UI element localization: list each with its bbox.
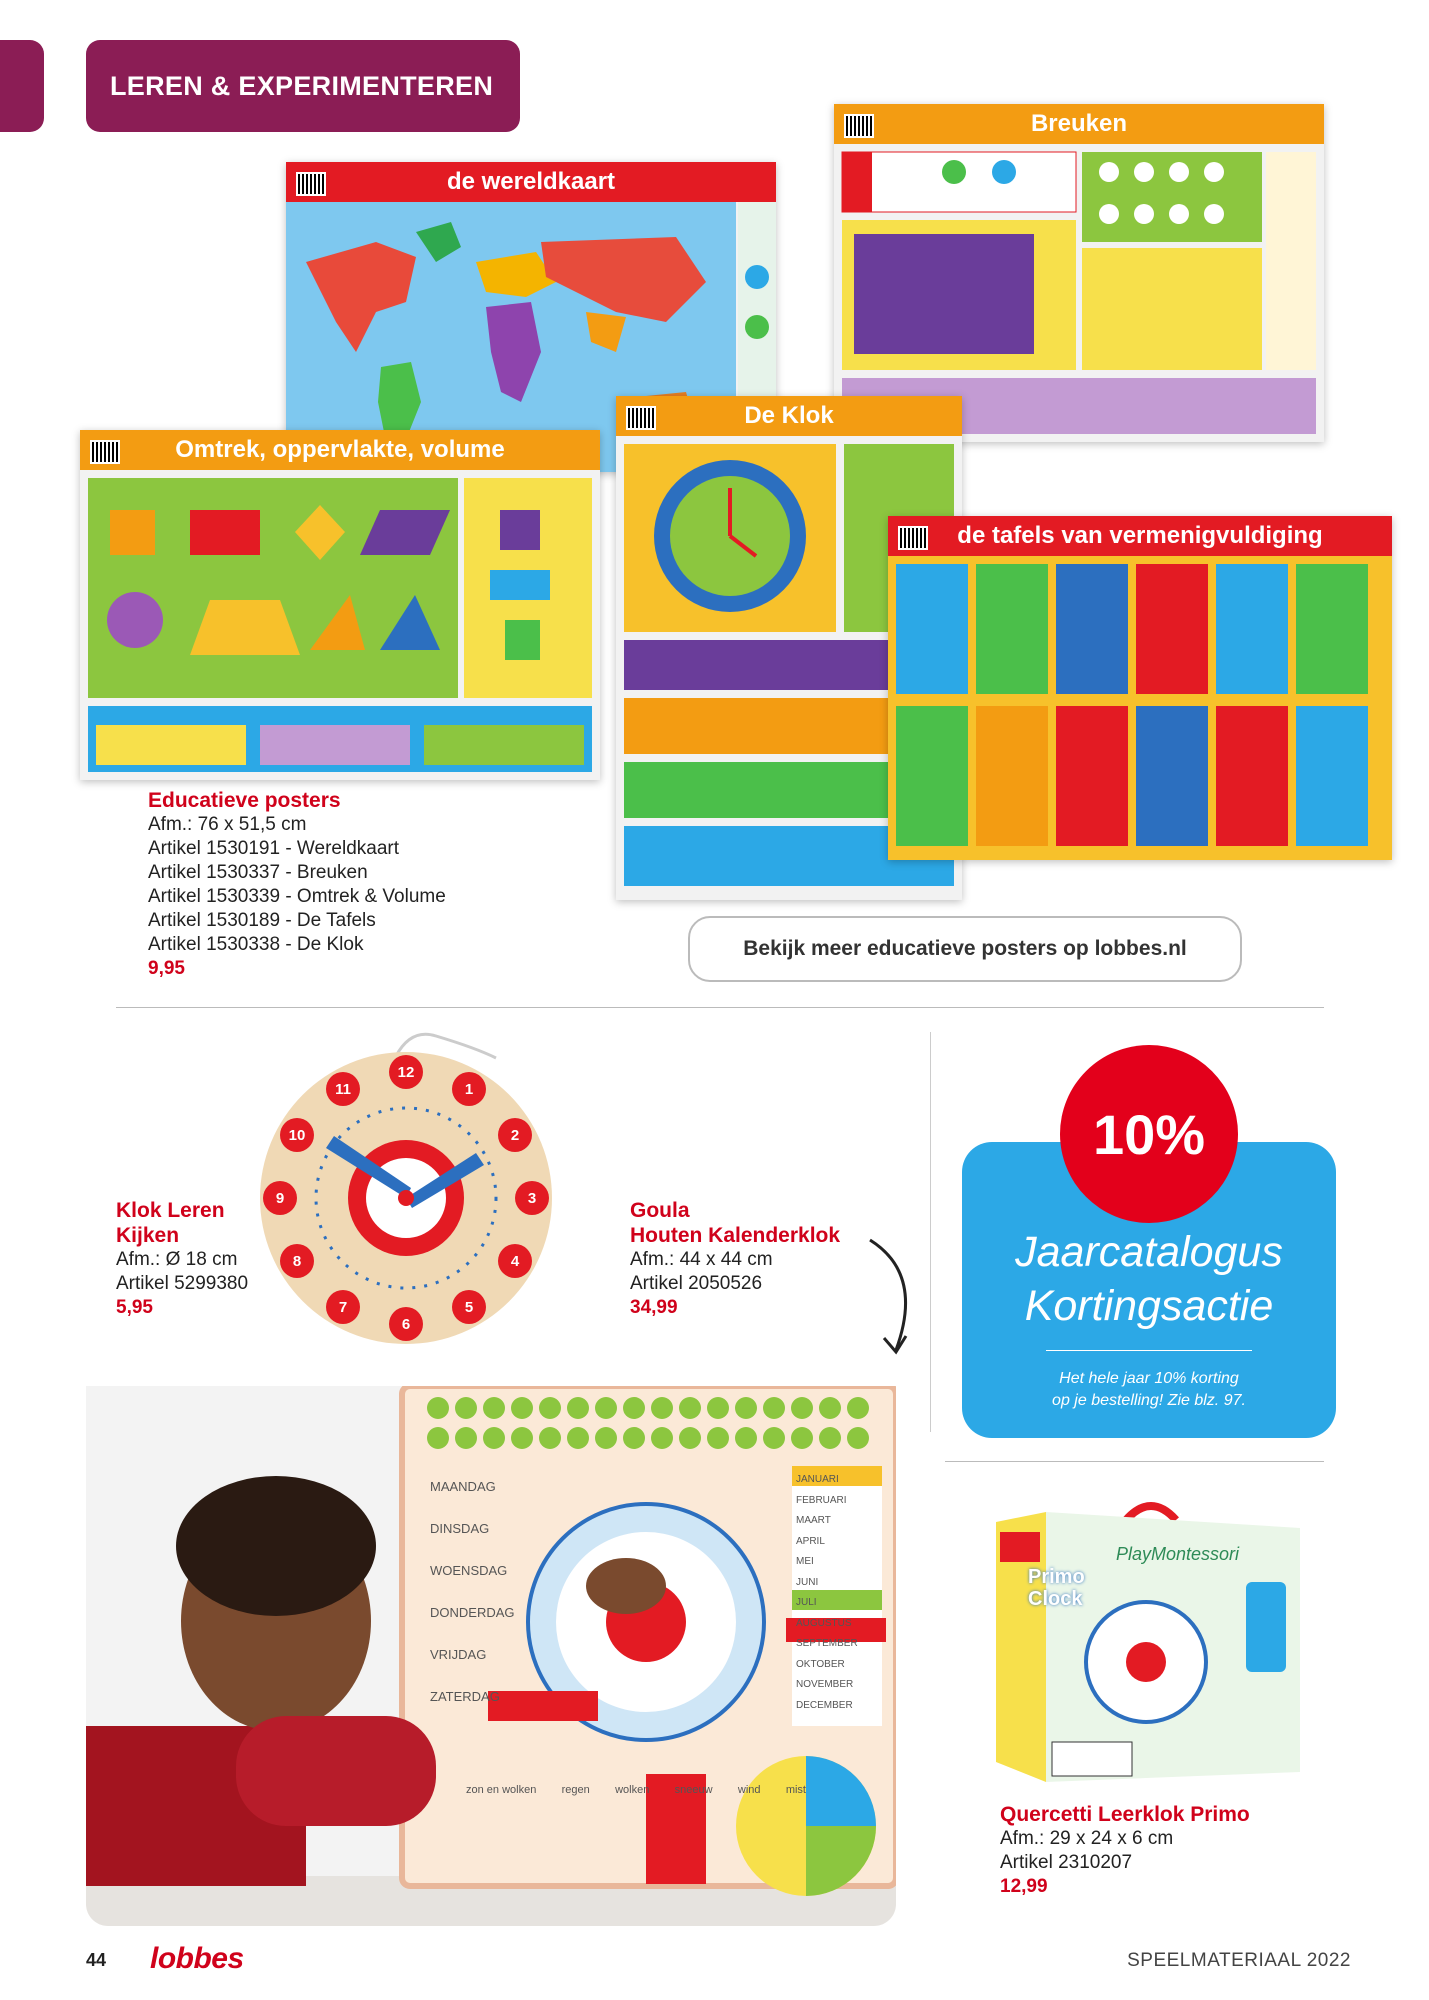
section-tab-marker xyxy=(0,40,44,132)
svg-text:7: 7 xyxy=(338,1299,348,1316)
day-dot xyxy=(679,1427,701,1449)
svg-text:8: 8 xyxy=(292,1253,302,1270)
product-price: 12,99 xyxy=(1000,1876,1048,1897)
day-dot xyxy=(819,1427,841,1449)
svg-text:1: 1 xyxy=(464,1081,474,1098)
day-dot xyxy=(623,1427,645,1449)
day-dot xyxy=(763,1427,785,1449)
product-article: Artikel 1530191 - Wereldkaart xyxy=(148,838,399,859)
day-dot xyxy=(595,1427,617,1449)
svg-text:5: 5 xyxy=(464,1299,474,1316)
box-brand: PlayMontessori xyxy=(1116,1544,1240,1564)
day-dot xyxy=(483,1427,505,1449)
svg-text:11: 11 xyxy=(335,1081,351,1098)
vertical-divider xyxy=(930,1032,931,1432)
svg-text:4: 4 xyxy=(510,1253,520,1270)
poster-title: de wereldkaart xyxy=(446,168,616,195)
poster-title: de tafels van vermenigvuldiging xyxy=(957,522,1323,549)
day-dot xyxy=(483,1397,505,1419)
lobbes-logo: lobbes xyxy=(150,1942,244,1975)
barcode-icon xyxy=(626,406,656,430)
product-article: Artikel 1530337 - Breuken xyxy=(148,862,368,883)
product-price: 9,95 xyxy=(148,958,185,979)
product-article: Artikel 2050526 xyxy=(630,1273,763,1294)
more-posters-link[interactable]: Bekijk meer educatieve posters op lobbes.nl xyxy=(688,916,1242,982)
geometry-graphic xyxy=(80,470,600,780)
weather-labels: zon en wolken regen wolken sneeuw wind mist xyxy=(466,1784,806,1796)
product-quercetti-leerklok xyxy=(1000,1802,1320,1899)
day-dot xyxy=(735,1397,757,1419)
poster-tafels xyxy=(888,516,1392,860)
barcode-icon xyxy=(296,172,326,196)
poster-title: De Klok xyxy=(744,402,834,429)
day-dot xyxy=(539,1427,561,1449)
product-educatieve-posters xyxy=(148,788,568,981)
divider xyxy=(945,1461,1324,1462)
day-dot xyxy=(539,1397,561,1419)
promo-percent-badge: 10% xyxy=(1060,1045,1238,1223)
product-title: Klok Leren xyxy=(116,1199,225,1222)
day-dot xyxy=(735,1427,757,1449)
poster-omtrek xyxy=(80,430,600,780)
day-dot xyxy=(651,1427,673,1449)
weekday-list: MAANDAG DINSDAG WOENSDAG DONDERDAG VRIJDAG ZATERDAG xyxy=(430,1479,515,1704)
svg-text:10: 10 xyxy=(288,1127,306,1144)
barcode-icon xyxy=(844,114,874,138)
day-dot xyxy=(455,1427,477,1449)
curved-arrow-icon xyxy=(866,1234,922,1358)
product-klok-leren-kijken xyxy=(116,1198,316,1320)
product-price: 34,99 xyxy=(630,1297,678,1318)
product-title: Houten Kalenderklok xyxy=(630,1224,841,1247)
page-number: 44 xyxy=(86,1950,107,1970)
day-dot xyxy=(707,1427,729,1449)
day-dot xyxy=(511,1397,533,1419)
calendar-clock-photo xyxy=(86,1386,896,1926)
poster-title: Omtrek, oppervlakte, volume xyxy=(175,436,505,463)
poster-breuken xyxy=(834,104,1324,442)
product-article: Artikel 2310207 xyxy=(1000,1852,1133,1873)
quercetti-box-image xyxy=(986,1492,1310,1788)
product-title: Quercetti Leerklok Primo xyxy=(1000,1803,1250,1826)
promo-subtitle: Het hele jaar 10% korting op je bestelling! Zie blz. 97. xyxy=(1052,1370,1246,1409)
day-dot xyxy=(567,1427,589,1449)
product-size: Afm.: 44 x 44 cm xyxy=(630,1249,773,1270)
product-title: Educatieve posters xyxy=(148,789,341,812)
product-article: Artikel 1530339 - Omtrek & Volume xyxy=(148,886,446,907)
svg-text:3: 3 xyxy=(527,1190,537,1207)
catalog-name: SPEELMATERIAAL 2022 xyxy=(1127,1950,1351,1971)
product-price: 5,95 xyxy=(116,1297,153,1318)
day-dot xyxy=(847,1427,869,1449)
svg-text:6: 6 xyxy=(401,1316,411,1333)
day-dot xyxy=(623,1397,645,1419)
product-article: Artikel 5299380 xyxy=(116,1273,249,1294)
promo-divider xyxy=(1046,1350,1252,1351)
barcode-icon xyxy=(90,440,120,464)
day-dot xyxy=(679,1397,701,1419)
product-title: Goula xyxy=(630,1199,690,1222)
product-size: Afm.: 76 x 51,5 cm xyxy=(148,814,307,835)
svg-text:9: 9 xyxy=(275,1190,285,1207)
day-dot xyxy=(791,1427,813,1449)
product-title: Kijken xyxy=(116,1224,180,1247)
day-dot xyxy=(791,1397,813,1419)
day-dot xyxy=(427,1427,449,1449)
product-size: Afm.: 29 x 24 x 6 cm xyxy=(1000,1828,1174,1849)
day-dot xyxy=(427,1397,449,1419)
day-dot xyxy=(455,1397,477,1419)
promo-title: Jaarcatalogus Kortingsactie xyxy=(1015,1228,1283,1330)
day-dot xyxy=(511,1427,533,1449)
divider xyxy=(116,1007,1324,1008)
barcode-icon xyxy=(898,526,928,550)
product-article: Artikel 1530338 - De Klok xyxy=(148,934,364,955)
day-dot xyxy=(567,1397,589,1419)
day-dot xyxy=(847,1397,869,1419)
product-article: Artikel 1530189 - De Tafels xyxy=(148,910,376,931)
product-size: Afm.: Ø 18 cm xyxy=(116,1249,238,1270)
month-list: JANUARI FEBRUARI MAART APRIL MEI JUNI JULI AUGUSTUS SEPTEMBER OKTOBER NOVEMBER DECEMBER xyxy=(796,1474,858,1711)
day-dot xyxy=(707,1397,729,1419)
box-title: Primo Clock xyxy=(1028,1566,1085,1610)
poster-title: Breuken xyxy=(1030,110,1128,137)
day-dot xyxy=(595,1397,617,1419)
section-title: LEREN & EXPERIMENTEREN xyxy=(86,40,520,132)
day-dot xyxy=(651,1397,673,1419)
multiplication-tables-graphic xyxy=(888,556,1392,860)
day-dot xyxy=(819,1397,841,1419)
day-dot xyxy=(763,1397,785,1419)
svg-text:12: 12 xyxy=(397,1064,415,1081)
svg-text:2: 2 xyxy=(510,1127,520,1144)
